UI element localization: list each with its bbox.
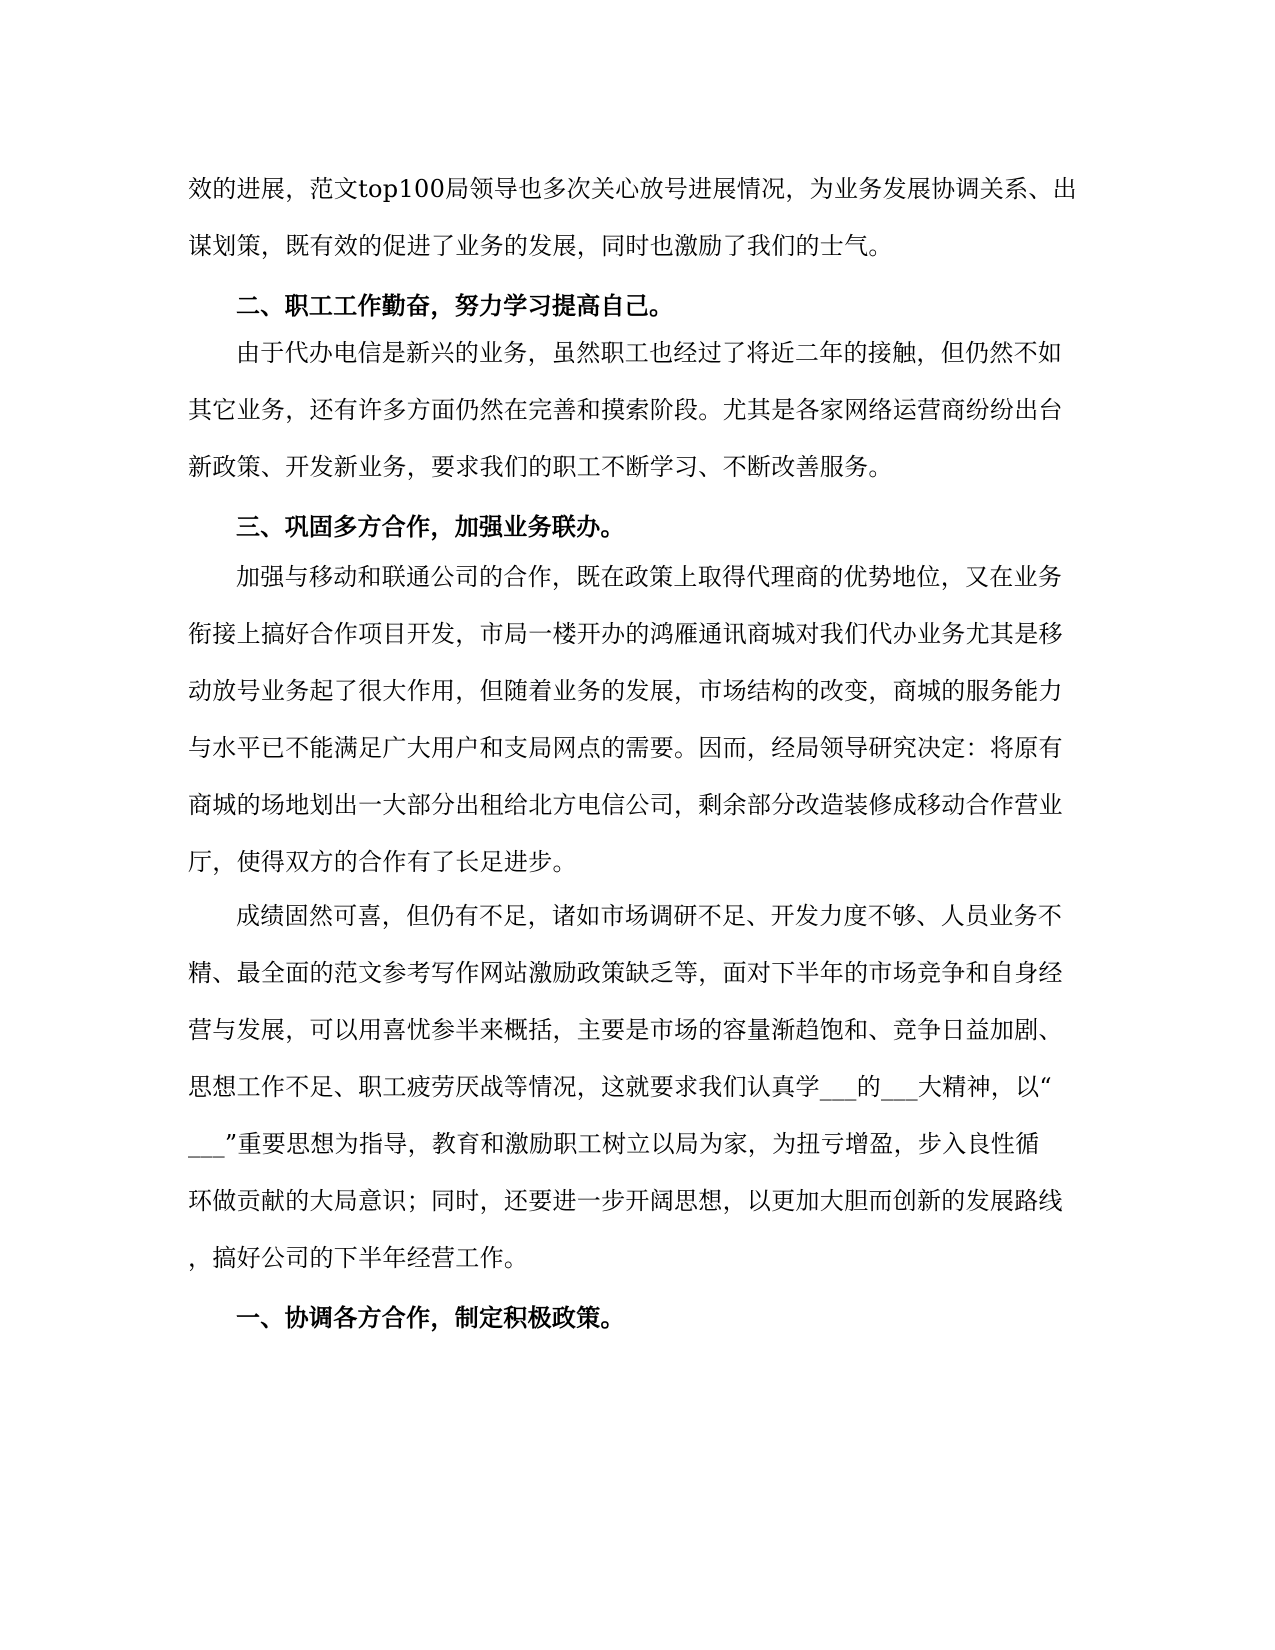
paragraph-line: 谋划策，既有效的促进了业务的发展，同时也激励了我们的士气。 xyxy=(188,232,893,260)
paragraph-line: 与水平已不能满足广大用户和支局网点的需要。因而，经局领导研究决定：将原有 xyxy=(188,734,1063,762)
paragraph-line: 其它业务，还有许多方面仍然在完善和摸索阶段。尤其是各家网络运营商纷纷出台 xyxy=(188,396,1063,424)
paragraph-line: ___”重要思想为指导，教育和激励职工树立以局为家，为扭亏增盈，步入良性循 xyxy=(188,1130,1040,1158)
paragraph-line: 新政策、开发新业务，要求我们的职工不断学习、不断改善服务。 xyxy=(188,453,893,481)
paragraph-line: 衔接上搞好合作项目开发，市局一楼开办的鸿雁通讯商城对我们代办业务尤其是移 xyxy=(188,620,1063,648)
section-heading-3: 三、巩固多方合作，加强业务联办。 xyxy=(236,512,625,541)
section-heading-2: 二、职工工作勤奋，努力学习提高自己。 xyxy=(236,291,674,320)
paragraph-line: 思想工作不足、职工疲劳厌战等情况，这就要求我们认真学___的___大精神，以“ xyxy=(188,1073,1052,1101)
section-heading-1: 一、协调各方合作，制定积极政策。 xyxy=(236,1303,625,1332)
paragraph-line: 效的进展，范文top100局领导也多次关心放号进展情况，为业务发展协调关系、出 xyxy=(188,175,1077,203)
paragraph-line: 加强与移动和联通公司的合作，既在政策上取得代理商的优势地位，又在业务 xyxy=(236,563,1063,591)
paragraph-line: 环做贡献的大局意识；同时，还要进一步开阔思想，以更加大胆而创新的发展路线 xyxy=(188,1187,1063,1215)
paragraph-line: 厅，使得双方的合作有了长足进步。 xyxy=(188,848,577,876)
paragraph-line: ，搞好公司的下半年经营工作。 xyxy=(188,1244,529,1272)
paragraph-line: 成绩固然可喜，但仍有不足，诸如市场调研不足、开发力度不够、人员业务不 xyxy=(236,902,1063,930)
paragraph-line: 由于代办电信是新兴的业务，虽然职工也经过了将近二年的接触，但仍然不如 xyxy=(236,339,1063,367)
paragraph-line: 精、最全面的范文参考写作网站激励政策缺乏等，面对下半年的市场竞争和自身经 xyxy=(188,959,1063,987)
paragraph-line: 商城的场地划出一大部分出租给北方电信公司，剩余部分改造装修成移动合作营业 xyxy=(188,791,1063,819)
paragraph-line: 动放号业务起了很大作用，但随着业务的发展，市场结构的改变，商城的服务能力 xyxy=(188,677,1063,705)
paragraph-line: 营与发展，可以用喜忧参半来概括，主要是市场的容量渐趋饱和、竞争日益加剧、 xyxy=(188,1016,1063,1044)
